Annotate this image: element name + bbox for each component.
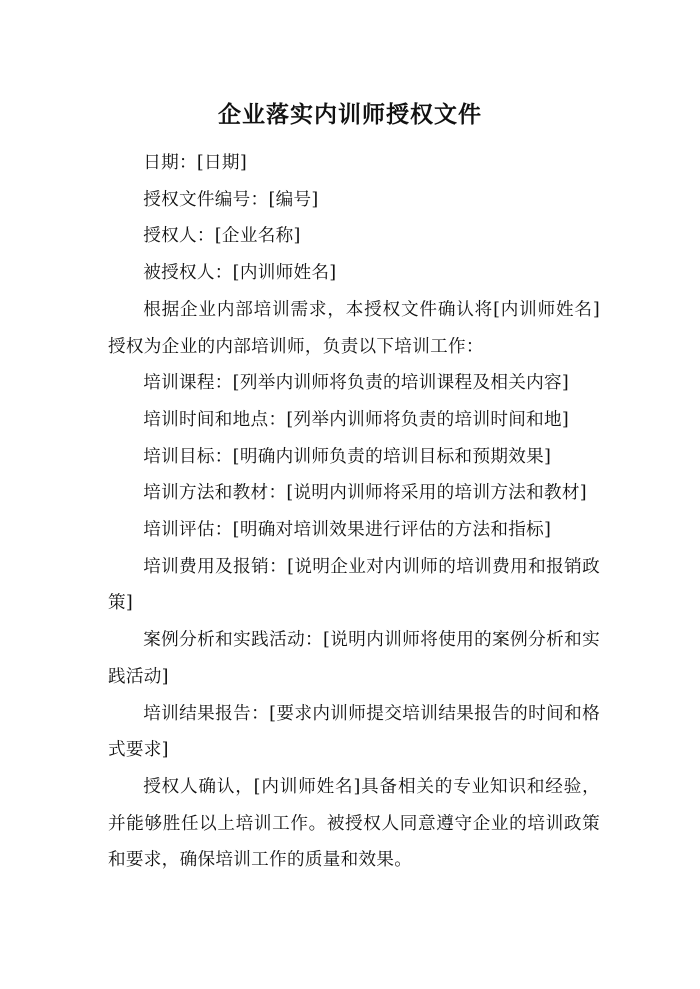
date-line: 日期：[日期] — [143, 153, 247, 173]
case-practice-item: 案例分析和实践活动：[说明内训师将使用的案例分析和实践活动] — [108, 630, 600, 687]
document-body — [108, 145, 600, 879]
result-report-item: 培训结果报告：[要求内训师提交培训结果报告的时间和格式要求] — [108, 703, 600, 761]
document-number-line: 授权文件编号：[编号] — [143, 189, 319, 210]
training-goal-item: 培训目标：[明确内训师负责的培训目标和预期效果] — [143, 446, 552, 467]
training-cost-item: 培训费用及报销：[说明企业对内训师的培训费用和报销政策] — [108, 556, 600, 614]
training-time-place-item: 培训时间和地点：[列举内训师将负责的培训时间和地] — [143, 409, 570, 430]
training-course-item: 培训课程：[列举内训师将负责的培训课程及相关内容] — [143, 373, 570, 394]
document-title: 企业落实内训师授权文件 — [218, 102, 482, 128]
authorized-person-line: 被授权人：[内训师姓名] — [143, 263, 337, 284]
intro-paragraph: 根据企业内部培训需求，本授权文件确认将[内训师姓名]授权为企业的内部培训师，负责以下培训工作： — [108, 299, 600, 357]
authorizer-line: 授权人：[企业名称] — [143, 226, 301, 247]
training-method-item: 培训方法和教材：[说明内训师将采用的培训方法和教材] — [143, 483, 587, 504]
training-evaluation-item: 培训评估：[明确对培训效果进行评估的方法和指标] — [143, 520, 552, 541]
confirmation-paragraph: 授权人确认，[内训师姓名]具备相关的专业知识和经验，并能够胜任以上培训工作。被授权人同意遵守企业的培训政策和要求，确保培训工作的质量和效果。 — [108, 776, 600, 871]
